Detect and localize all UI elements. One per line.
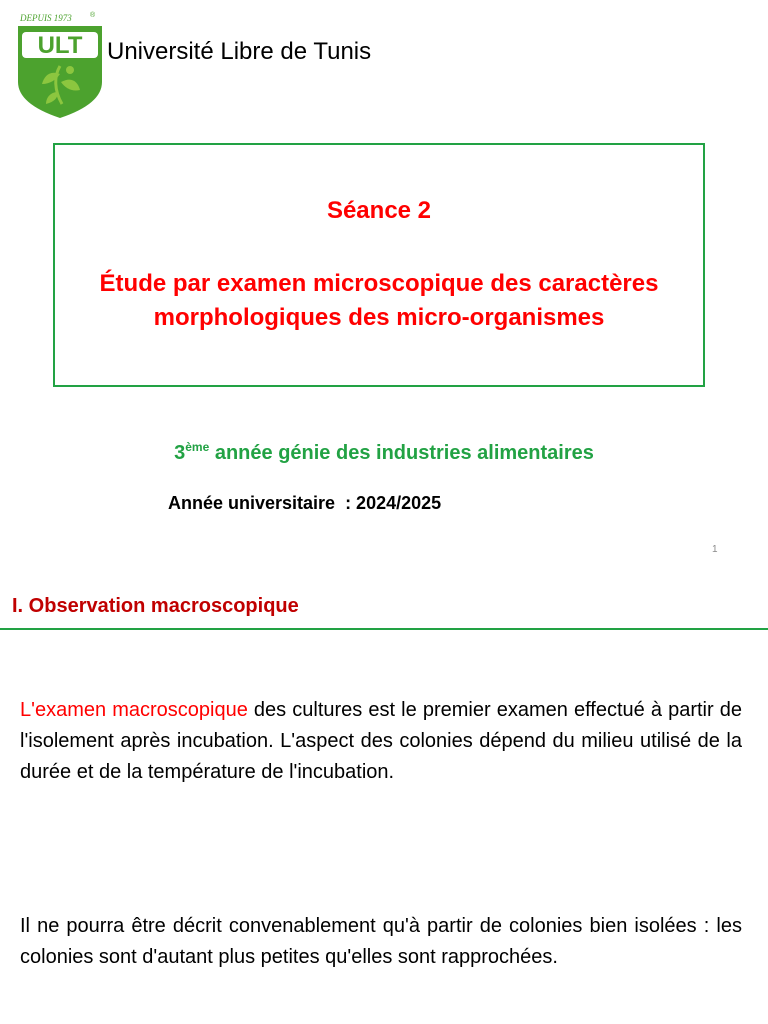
slide-2 [0,570,768,1024]
title-box [53,143,705,387]
university-name: Université Libre de Tunis [107,38,372,65]
program-year-text: année génie des industries alimentaires [209,442,594,464]
section-title: I. Observation macroscopique [12,595,299,617]
paragraph-1-highlight: L'examen macroscopique [20,699,248,721]
course-title [65,267,693,335]
course-title-line-2: morphologiques des micro-organismes [153,304,605,331]
paragraph-1-text: des cultures est le premier examen effectué à partir de l'isolement après incubation. L'aspect des colonies dépend du milieu utilisé de la durée et de la température de l'incubation. [20,699,742,783]
paragraph-1 [20,695,742,788]
program-year [0,440,768,465]
paragraph-2: Il ne pourra être décrit convenablement qu'à partir de colonies bien isolées : les colonies sont d'autant plus petites qu'elles sont rapprochées. [20,915,742,968]
session-label: Séance 2 [326,197,432,224]
page-number: 1 [712,544,718,555]
logo-bud [66,66,74,74]
logo-letters: ULT [37,32,83,59]
section-divider [0,628,768,630]
ult-logo [14,8,106,120]
program-year-number: 3 [174,442,186,464]
course-title-line-1: Étude par examen microscopique des caractères [99,270,659,297]
logo-registered: ® [90,12,96,19]
academic-year: Année universitaire : 2024/2025 [168,493,442,513]
logo-tagline: DEPUIS 1973 [20,13,72,23]
program-year-suffix: ème [185,440,210,454]
